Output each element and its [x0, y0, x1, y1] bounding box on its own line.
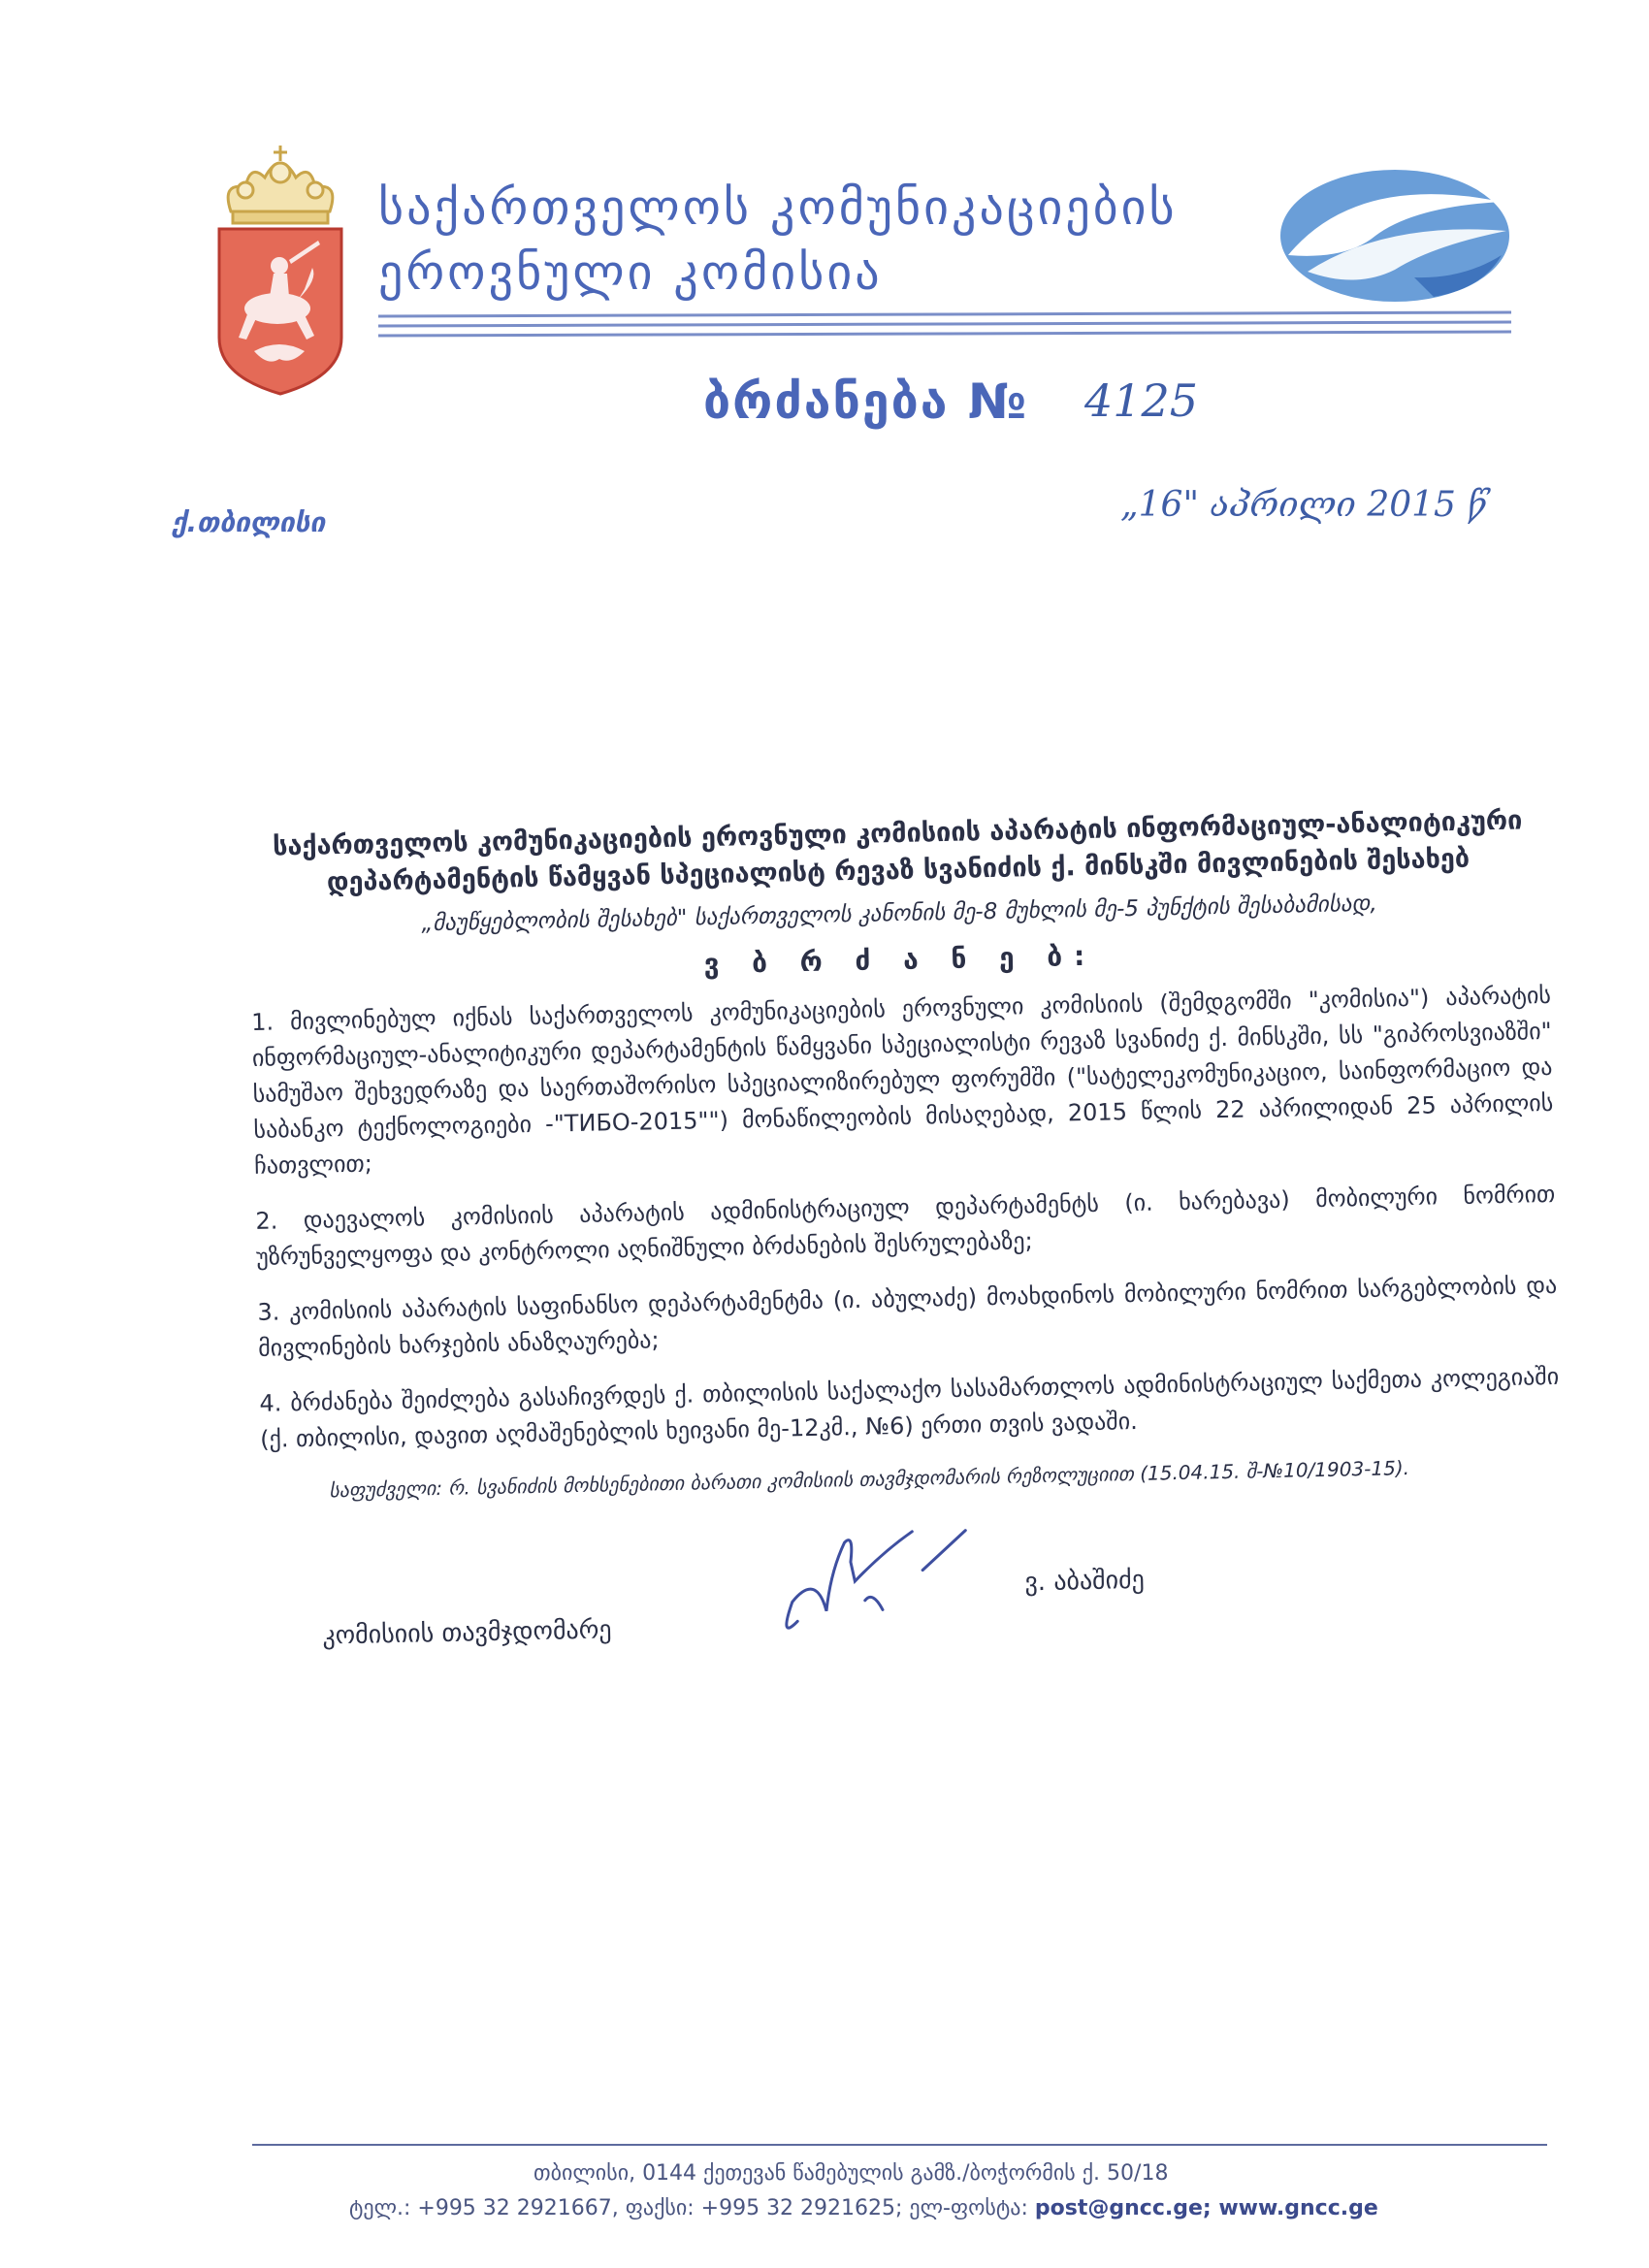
order-point-2: 2. დაევალოს კომისიის აპარატის ადმინისტრაციულ დეპარტამენტს (ი. ხარებავა) მობილური ნომრით უზრუნველყოფა და კონტროლი აღნიშნული ბრძანების შესრულებაზე; [255, 1180, 1556, 1271]
order-date: „16" აპრილი 2015 წ [1120, 485, 1487, 525]
signatory-name: ვ. აბაშიძე [1024, 1565, 1146, 1598]
order-title: ბრძანება № [703, 373, 1029, 430]
decree-heading: ვ ბ რ ძ ა ნ ე ბ: [703, 939, 1097, 981]
city-label: ქ.თბილისი [172, 506, 326, 538]
document-body [247, 802, 1565, 1662]
footer-phones: ტელ.: +995 32 2921667, ფაქსი: +995 32 2921625; ელ-ფოსტა: [349, 2196, 1035, 2220]
order-point-4: 4. ბრძანება შეიძლება გასაჩივრდეს ქ. თბილისის საქალაქო სასამართლოს ადმინისტრაციულ საქმეთა კოლეგიაში (ქ. თბილისი, დავით აღმაშენებლის ხეივანი მე-12კმ., №6) ერთი თვის ვადაში. [259, 1362, 1560, 1453]
organization-name-line2: ეროვნული კომისია [378, 244, 883, 301]
order-point-1: 1. მივლინებულ იქნას საქართველოს კომუნიკაციების ეროვნული კომისიის (შემდგომში "კომისია") აპარატის ინფორმაციულ-ანალიტიკური დეპარტამენტის წამყვანი სპეციალისტი რევაზ სვანიძე ქ. მინსკში, სს "გიპროსვიაზში" სამუშაო შეხვედრაზე და საერთაშორისო სპეციალიზირებულ ფორუმში ("სატელეკომუნიკაციო, საინფორმაციო და საბანკო ტექნოლოგიები -"ТИБО-2015"") მონაწილეობის მისაღებად, 2015 წლის 22 აპრილიდან 25 აპრილის ჩათვლით; [250, 981, 1554, 1180]
order-point-3: 3. კომისიის აპარატის საფინანსო დეპარტამენტმა (ი. აბულაძე) მოახდინოს მობილური ნომრით სარგებლობის და მივლინების ხარჯების ანაზღაურება; [257, 1271, 1558, 1362]
basis-note: საფუძველი: რ. სვანიძის მოხსენებითი ბარათი კომისიის თავმჯდომარის რეზოლუციით (15.04.15. შ-№10/1903-15). [329, 1456, 1410, 1503]
header-divider [378, 308, 1511, 347]
order-number: 4125 [1084, 374, 1199, 427]
gncc-logo-icon [1269, 163, 1511, 308]
coat-of-arms-icon [211, 144, 349, 398]
footer-email-website[interactable]: post@gncc.ge; www.gncc.ge [1034, 2196, 1378, 2220]
signatory-title: კომისიის თავმჯდომარე [322, 1615, 612, 1651]
handwritten-signature-icon [757, 1510, 983, 1651]
footer-address: თბილისი, 0144 ქეთევან წამებულის გამზ./ბოჭორმის ქ. 50/18 [534, 2161, 1169, 2186]
organization-name-line1: საქართველოს კომუნიკაციების [378, 179, 1178, 236]
signature-block [262, 1499, 1565, 1662]
document-title: საქართველოს კომუნიკაციების ეროვნული კომისიის აპარატის ინფორმაციულ-ანალიტიკური დეპარტამენტის წამყვან სპეციალისტ რევაზ სვანიძის ქ. მინსკში მივლინების შესახებ [272, 805, 1523, 898]
footer-contacts-line [349, 2196, 1378, 2220]
legal-basis: „მაუწყებლობის შესახებ" საქართველოს კანონის მე-8 მუხლის მე-5 პუნქტის შესაბამისად, [421, 891, 1377, 937]
footer-divider [252, 2144, 1547, 2146]
